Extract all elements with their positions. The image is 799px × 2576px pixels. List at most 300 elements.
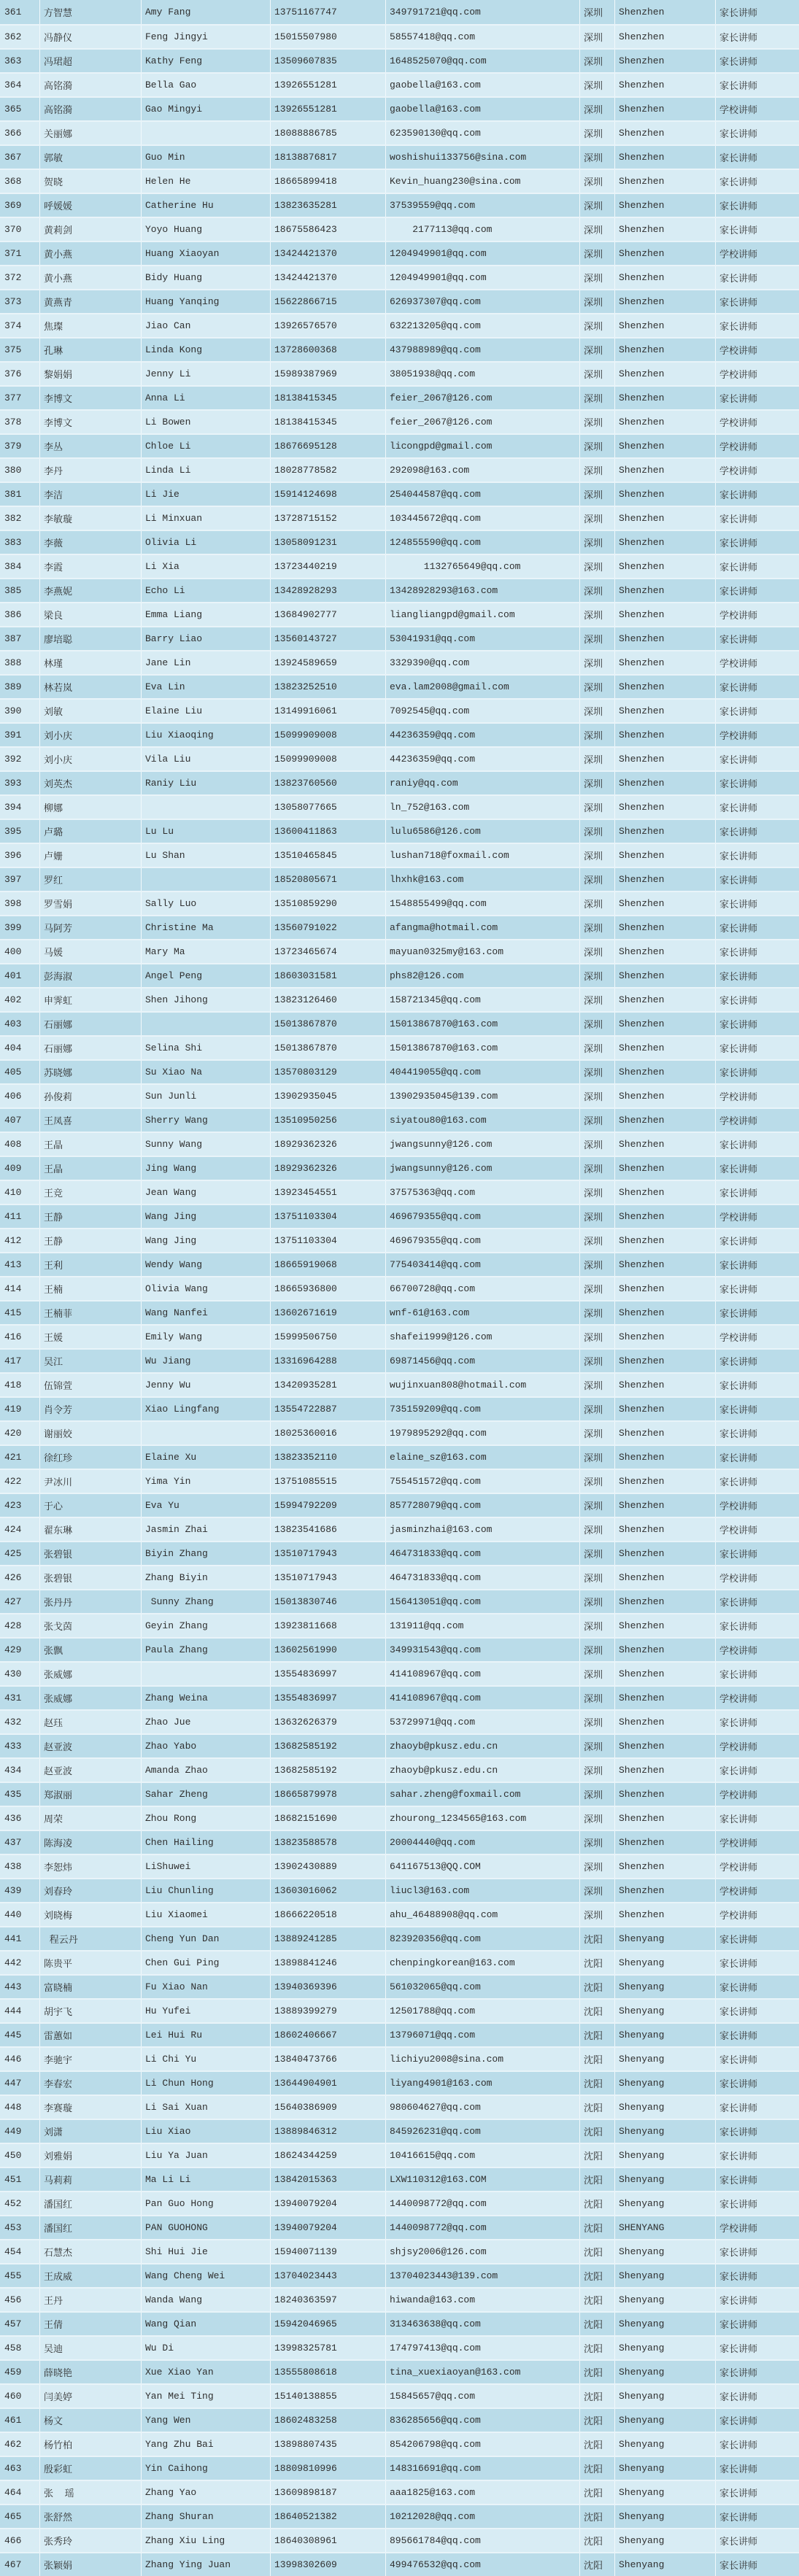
name-cn-cell[interactable]: 马媛 (40, 940, 142, 963)
email-cell[interactable]: 158721345@qq.com (386, 989, 580, 1011)
name-en-cell[interactable]: Elaine Xu (142, 1446, 271, 1469)
name-en-cell[interactable]: Bidy Huang (142, 266, 271, 289)
role-cell[interactable]: 家长讲师 (719, 2416, 758, 2427)
name-en-cell[interactable]: Lei Hui Ru (142, 2024, 271, 2046)
name-en-cell[interactable]: Barry Liao (142, 627, 271, 650)
city-en-cell[interactable]: Shenzhen (615, 50, 716, 72)
city-cn-cell[interactable]: 深圳 (580, 651, 615, 674)
city-cn-cell[interactable]: 深圳 (580, 844, 615, 867)
name-cn-cell[interactable]: 张碧银 (40, 1566, 142, 1589)
name-en-cell[interactable]: Wendy Wang (142, 1253, 271, 1276)
name-en-cell[interactable]: Zhang Ying Juan (142, 2553, 271, 2576)
phone-cell[interactable]: 13823635281 (271, 194, 386, 217)
city-cn-cell[interactable]: 深圳 (580, 266, 615, 289)
city-cn-cell[interactable]: 深圳 (580, 1085, 615, 1107)
city-en-cell[interactable]: Shenzhen (615, 1783, 716, 1806)
role-cell[interactable]: 家长讲师 (719, 2392, 758, 2403)
role-cell[interactable]: 家长讲师 (719, 322, 758, 333)
city-en-cell[interactable]: Shenzhen (615, 603, 716, 626)
email-cell[interactable]: wujinxuan808@hotmail.com (386, 1374, 580, 1396)
city-cn-cell[interactable]: 深圳 (580, 796, 615, 819)
phone-cell[interactable]: 18028778582 (271, 459, 386, 481)
city-en-cell[interactable]: Shenzhen (615, 1422, 716, 1444)
role-cell[interactable]: 学校讲师 (719, 1742, 758, 1753)
row-number-cell[interactable]: 392 (0, 748, 40, 770)
city-en-cell[interactable]: Shenzhen (615, 676, 716, 698)
city-cn-cell[interactable]: 深圳 (580, 290, 615, 313)
city-en-cell[interactable]: Shenyang (615, 2024, 716, 2046)
name-en-cell[interactable]: Biyin Zhang (142, 1542, 271, 1565)
name-cn-cell[interactable]: 呼媛媛 (40, 194, 142, 217)
city-cn-cell[interactable]: 深圳 (580, 1663, 615, 1685)
email-cell[interactable]: 254044587@qq.com (386, 483, 580, 506)
name-en-cell[interactable]: Ma Li Li (142, 2168, 271, 2191)
city-en-cell[interactable]: Shenzhen (615, 242, 716, 265)
email-cell[interactable]: 69871456@qq.com (386, 1350, 580, 1372)
email-cell[interactable]: 1204949901@qq.com (386, 266, 580, 289)
city-cn-cell[interactable]: 深圳 (580, 122, 615, 144)
city-en-cell[interactable]: Shenzhen (615, 1109, 716, 1132)
city-en-cell[interactable]: Shenyang (615, 2240, 716, 2263)
city-en-cell[interactable]: Shenyang (615, 2433, 716, 2456)
row-number-cell[interactable]: 444 (0, 2000, 40, 2022)
city-en-cell[interactable]: Shenyang (615, 2000, 716, 2022)
name-cn-cell[interactable]: 李博文 (40, 387, 142, 409)
phone-cell[interactable]: 13560791022 (271, 916, 386, 939)
city-en-cell[interactable]: Shenyang (615, 2072, 716, 2095)
row-number-cell[interactable]: 437 (0, 1831, 40, 1854)
name-cn-cell[interactable]: 王楠 (40, 1277, 142, 1300)
email-cell[interactable]: liangliangpd@gmail.com (386, 603, 580, 626)
name-en-cell[interactable]: Jenny Li (142, 363, 271, 385)
row-number-cell[interactable]: 378 (0, 411, 40, 433)
email-cell[interactable]: zhourong_1234565@163.com (386, 1807, 580, 1830)
city-en-cell[interactable]: Shenzhen (615, 1446, 716, 1469)
name-cn-cell[interactable]: 王倩 (40, 2313, 142, 2335)
row-number-cell[interactable]: 385 (0, 579, 40, 602)
name-cn-cell[interactable]: 黄小燕 (40, 266, 142, 289)
phone-cell[interactable]: 15013867870 (271, 1037, 386, 1059)
name-en-cell[interactable]: Sahar Zheng (142, 1783, 271, 1806)
role-cell[interactable]: 学校讲师 (719, 250, 758, 260)
email-cell[interactable]: 464731833@qq.com (386, 1542, 580, 1565)
row-number-cell[interactable]: 433 (0, 1735, 40, 1757)
name-en-cell[interactable]: Amanda Zhao (142, 1759, 271, 1782)
city-en-cell[interactable]: Shenyang (615, 2385, 716, 2407)
row-number-cell[interactable]: 414 (0, 1277, 40, 1300)
row-number-cell[interactable]: 367 (0, 146, 40, 169)
phone-cell[interactable]: 15015507980 (271, 26, 386, 48)
name-en-cell[interactable] (142, 1013, 271, 1035)
city-en-cell[interactable]: Shenzhen (615, 194, 716, 217)
name-cn-cell[interactable]: 赵亚波 (40, 1759, 142, 1782)
phone-cell[interactable]: 13898841246 (271, 1952, 386, 1974)
name-en-cell[interactable]: Jiao Can (142, 314, 271, 337)
email-cell[interactable]: 58557418@qq.com (386, 26, 580, 48)
name-en-cell[interactable] (142, 1663, 271, 1685)
phone-cell[interactable]: 13609898187 (271, 2481, 386, 2504)
name-en-cell[interactable]: Su Xiao Na (142, 1061, 271, 1083)
email-cell[interactable]: 404419055@qq.com (386, 1061, 580, 1083)
name-en-cell[interactable]: Sun Junli (142, 1085, 271, 1107)
city-cn-cell[interactable]: 深圳 (580, 1446, 615, 1469)
email-cell[interactable]: 641167513@QQ.COM (386, 1855, 580, 1878)
role-cell[interactable]: 家长讲师 (719, 2031, 758, 2042)
phone-cell[interactable]: 13923454551 (271, 1181, 386, 1204)
city-cn-cell[interactable]: 深圳 (580, 1590, 615, 1613)
name-en-cell[interactable]: Selina Shi (142, 1037, 271, 1059)
row-number-cell[interactable]: 417 (0, 1350, 40, 1372)
name-en-cell[interactable]: Fu Xiao Nan (142, 1976, 271, 1998)
email-cell[interactable]: phs82@126.com (386, 964, 580, 987)
name-cn-cell[interactable]: 张飘 (40, 1639, 142, 1661)
email-cell[interactable]: 53041931@qq.com (386, 627, 580, 650)
city-en-cell[interactable]: Shenzhen (615, 1494, 716, 1517)
phone-cell[interactable]: 18665879978 (271, 1783, 386, 1806)
name-cn-cell[interactable]: 刘晓梅 (40, 1903, 142, 1926)
email-cell[interactable]: 44236359@qq.com (386, 748, 580, 770)
phone-cell[interactable]: 13682585192 (271, 1759, 386, 1782)
email-cell[interactable]: 174797413@qq.com (386, 2337, 580, 2359)
phone-cell[interactable]: 13554836997 (271, 1663, 386, 1685)
city-cn-cell[interactable]: 深圳 (580, 507, 615, 530)
role-cell[interactable]: 家长讲师 (719, 900, 758, 910)
role-cell[interactable]: 家长讲师 (719, 514, 758, 525)
role-cell[interactable]: 家长讲师 (719, 2344, 758, 2355)
name-en-cell[interactable]: Geyin Zhang (142, 1614, 271, 1637)
name-en-cell[interactable]: Raniy Liu (142, 772, 271, 794)
row-number-cell[interactable]: 374 (0, 314, 40, 337)
phone-cell[interactable]: 13684902777 (271, 603, 386, 626)
city-en-cell[interactable]: Shenzhen (615, 74, 716, 96)
phone-cell[interactable]: 13058091231 (271, 531, 386, 554)
name-en-cell[interactable]: Pan Guo Hong (142, 2192, 271, 2215)
name-en-cell[interactable]: Elaine Liu (142, 700, 271, 722)
role-cell[interactable]: 家长讲师 (719, 2488, 758, 2499)
phone-cell[interactable]: 13600411863 (271, 820, 386, 843)
name-cn-cell[interactable]: 刘潇 (40, 2120, 142, 2143)
name-en-cell[interactable]: Linda Li (142, 459, 271, 481)
email-cell[interactable]: sahar.zheng@foxmail.com (386, 1783, 580, 1806)
row-number-cell[interactable]: 415 (0, 1301, 40, 1324)
city-cn-cell[interactable]: 深圳 (580, 1542, 615, 1565)
city-cn-cell[interactable]: 深圳 (580, 0, 615, 24)
city-en-cell[interactable]: Shenyang (615, 2457, 716, 2480)
role-cell[interactable]: 家长讲师 (719, 851, 758, 862)
row-number-cell[interactable]: 397 (0, 868, 40, 891)
role-cell[interactable]: 家长讲师 (719, 2537, 758, 2548)
name-cn-cell[interactable]: 胡宇飞 (40, 2000, 142, 2022)
phone-cell[interactable]: 13510859290 (271, 892, 386, 915)
phone-cell[interactable]: 15914124698 (271, 483, 386, 506)
phone-cell[interactable]: 13898807435 (271, 2433, 386, 2456)
role-cell[interactable]: 家长讲师 (719, 1044, 758, 1055)
city-cn-cell[interactable]: 深圳 (580, 387, 615, 409)
city-cn-cell[interactable]: 深圳 (580, 339, 615, 361)
city-en-cell[interactable]: Shenzhen (615, 363, 716, 385)
phone-cell[interactable]: 15999506750 (271, 1326, 386, 1348)
phone-cell[interactable]: 13842015363 (271, 2168, 386, 2191)
city-cn-cell[interactable]: 深圳 (580, 1614, 615, 1637)
name-cn-cell[interactable]: 富晓楠 (40, 1976, 142, 1998)
city-en-cell[interactable]: Shenzhen (615, 1157, 716, 1180)
phone-cell[interactable]: 18520805671 (271, 868, 386, 891)
phone-cell[interactable]: 13940079204 (271, 2192, 386, 2215)
name-cn-cell[interactable]: 林若岚 (40, 676, 142, 698)
role-cell[interactable]: 家长讲师 (719, 2200, 758, 2211)
name-en-cell[interactable]: Gao Mingyi (142, 98, 271, 120)
city-en-cell[interactable]: Shenzhen (615, 1542, 716, 1565)
email-cell[interactable]: 895661784@qq.com (386, 2529, 580, 2552)
name-cn-cell[interactable]: 闫美婷 (40, 2385, 142, 2407)
name-cn-cell[interactable]: 张碧银 (40, 1542, 142, 1565)
city-en-cell[interactable]: Shenzhen (615, 314, 716, 337)
role-cell[interactable]: 学校讲师 (719, 1116, 758, 1127)
row-number-cell[interactable]: 409 (0, 1157, 40, 1180)
phone-cell[interactable]: 18682151690 (271, 1807, 386, 1830)
row-number-cell[interactable]: 423 (0, 1494, 40, 1517)
city-en-cell[interactable]: Shenzhen (615, 266, 716, 289)
phone-cell[interactable]: 13940369396 (271, 1976, 386, 1998)
email-cell[interactable]: 1132765649@qq.com (386, 555, 580, 578)
city-cn-cell[interactable]: 深圳 (580, 435, 615, 457)
name-cn-cell[interactable]: 薛晓艳 (40, 2361, 142, 2383)
city-cn-cell[interactable]: 沈阳 (580, 2168, 615, 2191)
city-cn-cell[interactable]: 深圳 (580, 1205, 615, 1228)
city-en-cell[interactable]: Shenzhen (615, 1663, 716, 1685)
role-cell[interactable]: 家长讲师 (719, 1164, 758, 1175)
name-cn-cell[interactable]: 王媛 (40, 1326, 142, 1348)
name-cn-cell[interactable]: 李丛 (40, 435, 142, 457)
city-cn-cell[interactable]: 沈阳 (580, 1976, 615, 1998)
role-cell[interactable]: 学校讲师 (719, 1838, 758, 1849)
phone-cell[interactable]: 15099909008 (271, 724, 386, 746)
name-en-cell[interactable]: Li Jie (142, 483, 271, 506)
name-en-cell[interactable]: Li Sai Xuan (142, 2096, 271, 2119)
city-cn-cell[interactable]: 深圳 (580, 1903, 615, 1926)
name-en-cell[interactable]: Echo Li (142, 579, 271, 602)
phone-cell[interactable]: 13926576570 (271, 314, 386, 337)
email-cell[interactable]: 66700728@qq.com (386, 1277, 580, 1300)
email-cell[interactable]: 53729971@qq.com (386, 1711, 580, 1733)
city-cn-cell[interactable]: 深圳 (580, 459, 615, 481)
name-cn-cell[interactable]: 高铭漪 (40, 74, 142, 96)
email-cell[interactable]: 499476532@qq.com (386, 2553, 580, 2576)
role-cell[interactable]: 家长讲师 (719, 924, 758, 935)
city-en-cell[interactable]: Shenzhen (615, 531, 716, 554)
role-cell[interactable]: 家长讲师 (719, 2368, 758, 2379)
row-number-cell[interactable]: 379 (0, 435, 40, 457)
row-number-cell[interactable]: 413 (0, 1253, 40, 1276)
row-number-cell[interactable]: 364 (0, 74, 40, 96)
city-cn-cell[interactable]: 深圳 (580, 989, 615, 1011)
city-en-cell[interactable]: Shenzhen (615, 1590, 716, 1613)
name-en-cell[interactable]: Paula Zhang (142, 1639, 271, 1661)
role-cell[interactable]: 家长讲师 (719, 394, 758, 405)
row-number-cell[interactable]: 452 (0, 2192, 40, 2215)
city-cn-cell[interactable]: 深圳 (580, 1687, 615, 1709)
phone-cell[interactable]: 18138415345 (271, 387, 386, 409)
email-cell[interactable]: 845926231@qq.com (386, 2120, 580, 2143)
role-cell[interactable]: 家长讲师 (719, 2561, 758, 2572)
city-cn-cell[interactable]: 深圳 (580, 1109, 615, 1132)
row-number-cell[interactable]: 455 (0, 2264, 40, 2287)
name-en-cell[interactable]: Liu Xiaoqing (142, 724, 271, 746)
role-cell[interactable]: 学校讲师 (719, 1694, 758, 1705)
email-cell[interactable]: 1440098772@qq.com (386, 2216, 580, 2239)
phone-cell[interactable]: 13424421370 (271, 242, 386, 265)
city-cn-cell[interactable]: 沈阳 (580, 2409, 615, 2432)
name-en-cell[interactable]: Mary Ma (142, 940, 271, 963)
phone-cell[interactable]: 15640386909 (271, 2096, 386, 2119)
role-cell[interactable]: 家长讲师 (719, 2127, 758, 2138)
city-cn-cell[interactable]: 深圳 (580, 218, 615, 241)
name-en-cell[interactable]: Guo Min (142, 146, 271, 169)
name-cn-cell[interactable]: 苏晓娜 (40, 1061, 142, 1083)
name-en-cell[interactable]: Jean Wang (142, 1181, 271, 1204)
name-cn-cell[interactable]: 林瑾 (40, 651, 142, 674)
name-cn-cell[interactable]: 程云丹 (40, 1927, 142, 1950)
name-cn-cell[interactable]: 王晶 (40, 1133, 142, 1156)
name-en-cell[interactable]: Lu Shan (142, 844, 271, 867)
role-cell[interactable]: 家长讲师 (719, 1983, 758, 1994)
role-cell[interactable]: 学校讲师 (719, 418, 758, 429)
name-en-cell[interactable]: Yima Yin (142, 1470, 271, 1493)
city-cn-cell[interactable]: 深圳 (580, 26, 615, 48)
city-en-cell[interactable]: Shenzhen (615, 627, 716, 650)
phone-cell[interactable]: 18602406667 (271, 2024, 386, 2046)
city-cn-cell[interactable]: 深圳 (580, 50, 615, 72)
name-en-cell[interactable]: Sherry Wang (142, 1109, 271, 1132)
name-en-cell[interactable]: Wang Jing (142, 1205, 271, 1228)
name-en-cell[interactable] (142, 796, 271, 819)
phone-cell[interactable]: 18240363597 (271, 2289, 386, 2311)
name-en-cell[interactable]: Huang Yanqing (142, 290, 271, 313)
email-cell[interactable]: zhaoyb@pkusz.edu.cn (386, 1759, 580, 1782)
row-number-cell[interactable]: 373 (0, 290, 40, 313)
name-cn-cell[interactable]: 罗雪娟 (40, 892, 142, 915)
city-cn-cell[interactable]: 沈阳 (580, 2289, 615, 2311)
city-cn-cell[interactable]: 深圳 (580, 1470, 615, 1493)
name-cn-cell[interactable]: 高铭漪 (40, 98, 142, 120)
role-cell[interactable]: 学校讲师 (719, 1790, 758, 1801)
name-cn-cell[interactable]: 马阿芳 (40, 916, 142, 939)
phone-cell[interactable]: 18929362326 (271, 1133, 386, 1156)
phone-cell[interactable]: 15013867870 (271, 1013, 386, 1035)
phone-cell[interactable]: 13149916061 (271, 700, 386, 722)
city-cn-cell[interactable]: 深圳 (580, 74, 615, 96)
phone-cell[interactable]: 18603031581 (271, 964, 386, 987)
email-cell[interactable]: jwangsunny@126.com (386, 1157, 580, 1180)
city-cn-cell[interactable]: 深圳 (580, 892, 615, 915)
name-en-cell[interactable]: Zhang Shuran (142, 2505, 271, 2528)
role-cell[interactable]: 家长讲师 (719, 2296, 758, 2307)
city-cn-cell[interactable]: 沈阳 (580, 2024, 615, 2046)
city-cn-cell[interactable]: 深圳 (580, 748, 615, 770)
name-cn-cell[interactable]: 王丹 (40, 2289, 142, 2311)
name-en-cell[interactable]: Jasmin Zhai (142, 1518, 271, 1541)
email-cell[interactable]: LXW110312@163.COM (386, 2168, 580, 2191)
email-cell[interactable]: eva.lam2008@gmail.com (386, 676, 580, 698)
phone-cell[interactable]: 13889241285 (271, 1927, 386, 1950)
row-number-cell[interactable]: 372 (0, 266, 40, 289)
name-en-cell[interactable]: Angel Peng (142, 964, 271, 987)
name-en-cell[interactable]: Zhao Jue (142, 1711, 271, 1733)
row-number-cell[interactable]: 463 (0, 2457, 40, 2480)
phone-cell[interactable]: 13603016062 (271, 1879, 386, 1902)
name-en-cell[interactable]: LiShuwei (142, 1855, 271, 1878)
city-en-cell[interactable]: Shenzhen (615, 170, 716, 193)
phone-cell[interactable]: 18138415345 (271, 411, 386, 433)
phone-cell[interactable]: 13998302609 (271, 2553, 386, 2576)
city-cn-cell[interactable]: 深圳 (580, 772, 615, 794)
email-cell[interactable]: 854206798@qq.com (386, 2433, 580, 2456)
city-en-cell[interactable]: Shenyang (615, 2529, 716, 2552)
row-number-cell[interactable]: 386 (0, 603, 40, 626)
row-number-cell[interactable]: 404 (0, 1037, 40, 1059)
city-en-cell[interactable]: Shenzhen (615, 483, 716, 506)
phone-cell[interactable]: 18666220518 (271, 1903, 386, 1926)
row-number-cell[interactable]: 420 (0, 1422, 40, 1444)
phone-cell[interactable]: 18676695128 (271, 435, 386, 457)
name-en-cell[interactable]: Lu Lu (142, 820, 271, 843)
city-cn-cell[interactable]: 深圳 (580, 1422, 615, 1444)
phone-cell[interactable]: 13823588578 (271, 1831, 386, 1854)
name-cn-cell[interactable]: 王楠菲 (40, 1301, 142, 1324)
phone-cell[interactable]: 13923811668 (271, 1614, 386, 1637)
row-number-cell[interactable]: 416 (0, 1326, 40, 1348)
city-en-cell[interactable]: Shenzhen (615, 1181, 716, 1204)
email-cell[interactable]: 20004440@qq.com (386, 1831, 580, 1854)
email-cell[interactable]: 1440098772@qq.com (386, 2192, 580, 2215)
row-number-cell[interactable]: 440 (0, 1903, 40, 1926)
phone-cell[interactable]: 18640308961 (271, 2529, 386, 2552)
name-cn-cell[interactable]: 石慧杰 (40, 2240, 142, 2263)
name-cn-cell[interactable]: 杨文 (40, 2409, 142, 2432)
city-en-cell[interactable]: Shenyang (615, 1976, 716, 1998)
role-cell[interactable]: 家长讲师 (719, 1453, 758, 1464)
city-en-cell[interactable]: Shenzhen (615, 98, 716, 120)
row-number-cell[interactable]: 399 (0, 916, 40, 939)
name-cn-cell[interactable]: 柳娜 (40, 796, 142, 819)
role-cell[interactable]: 学校讲师 (719, 1092, 758, 1103)
phone-cell[interactable]: 18665919068 (271, 1253, 386, 1276)
row-number-cell[interactable]: 412 (0, 1229, 40, 1252)
role-cell[interactable]: 家长讲师 (719, 803, 758, 814)
email-cell[interactable]: 3329390@qq.com (386, 651, 580, 674)
row-number-cell[interactable]: 366 (0, 122, 40, 144)
email-cell[interactable]: siyatou80@163.com (386, 1109, 580, 1132)
phone-cell[interactable]: 15622866715 (271, 290, 386, 313)
email-cell[interactable]: 437988989@qq.com (386, 339, 580, 361)
city-cn-cell[interactable]: 沈阳 (580, 2553, 615, 2576)
role-cell[interactable]: 学校讲师 (719, 611, 758, 622)
city-en-cell[interactable]: Shenzhen (615, 964, 716, 987)
email-cell[interactable]: 836285656@qq.com (386, 2409, 580, 2432)
phone-cell[interactable]: 18675586423 (271, 218, 386, 241)
row-number-cell[interactable]: 400 (0, 940, 40, 963)
phone-cell[interactable]: 13889846312 (271, 2120, 386, 2143)
role-cell[interactable]: 家长讲师 (719, 177, 758, 188)
city-en-cell[interactable]: Shenzhen (615, 146, 716, 169)
name-en-cell[interactable]: Li Minxuan (142, 507, 271, 530)
name-cn-cell[interactable]: 王静 (40, 1205, 142, 1228)
row-number-cell[interactable]: 406 (0, 1085, 40, 1107)
role-cell[interactable]: 学校讲师 (719, 370, 758, 381)
city-en-cell[interactable]: Shenzhen (615, 1470, 716, 1493)
name-cn-cell[interactable]: 刘敏 (40, 700, 142, 722)
email-cell[interactable]: 414108967@qq.com (386, 1687, 580, 1709)
